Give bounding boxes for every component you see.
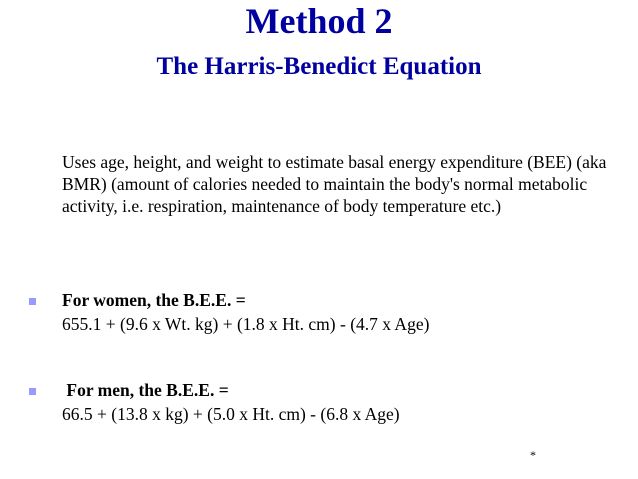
slide-title: Method 2	[245, 1, 393, 41]
bullet-heading-women: For women, the B.E.E. =	[62, 290, 246, 310]
bullet-text-men	[62, 378, 400, 426]
square-bullet-icon	[29, 298, 36, 305]
footnote-marker: *	[530, 448, 536, 462]
bullet-formula-women: 655.1 + (9.6 x Wt. kg) + (1.8 x Ht. cm) - (4.7 x Age)	[62, 314, 430, 334]
slide-subtitle: The Harris-Benedict Equation	[156, 53, 482, 80]
bullet-text-women	[62, 288, 429, 336]
bullet-formula-men: 66.5 + (13.8 x kg) + (5.0 x Ht. cm) - (6.8 x Age)	[62, 404, 400, 424]
bullet-heading-men: For men, the B.E.E. =	[62, 380, 229, 400]
square-bullet-icon	[29, 388, 36, 395]
intro-paragraph: Uses age, height, and weight to estimate basal energy expenditure (BEE) (aka BMR) (amount of calories needed to maintain the body's normal metabolic activity, i.e. respiration, maintenance of body temperature etc.)	[62, 152, 607, 216]
